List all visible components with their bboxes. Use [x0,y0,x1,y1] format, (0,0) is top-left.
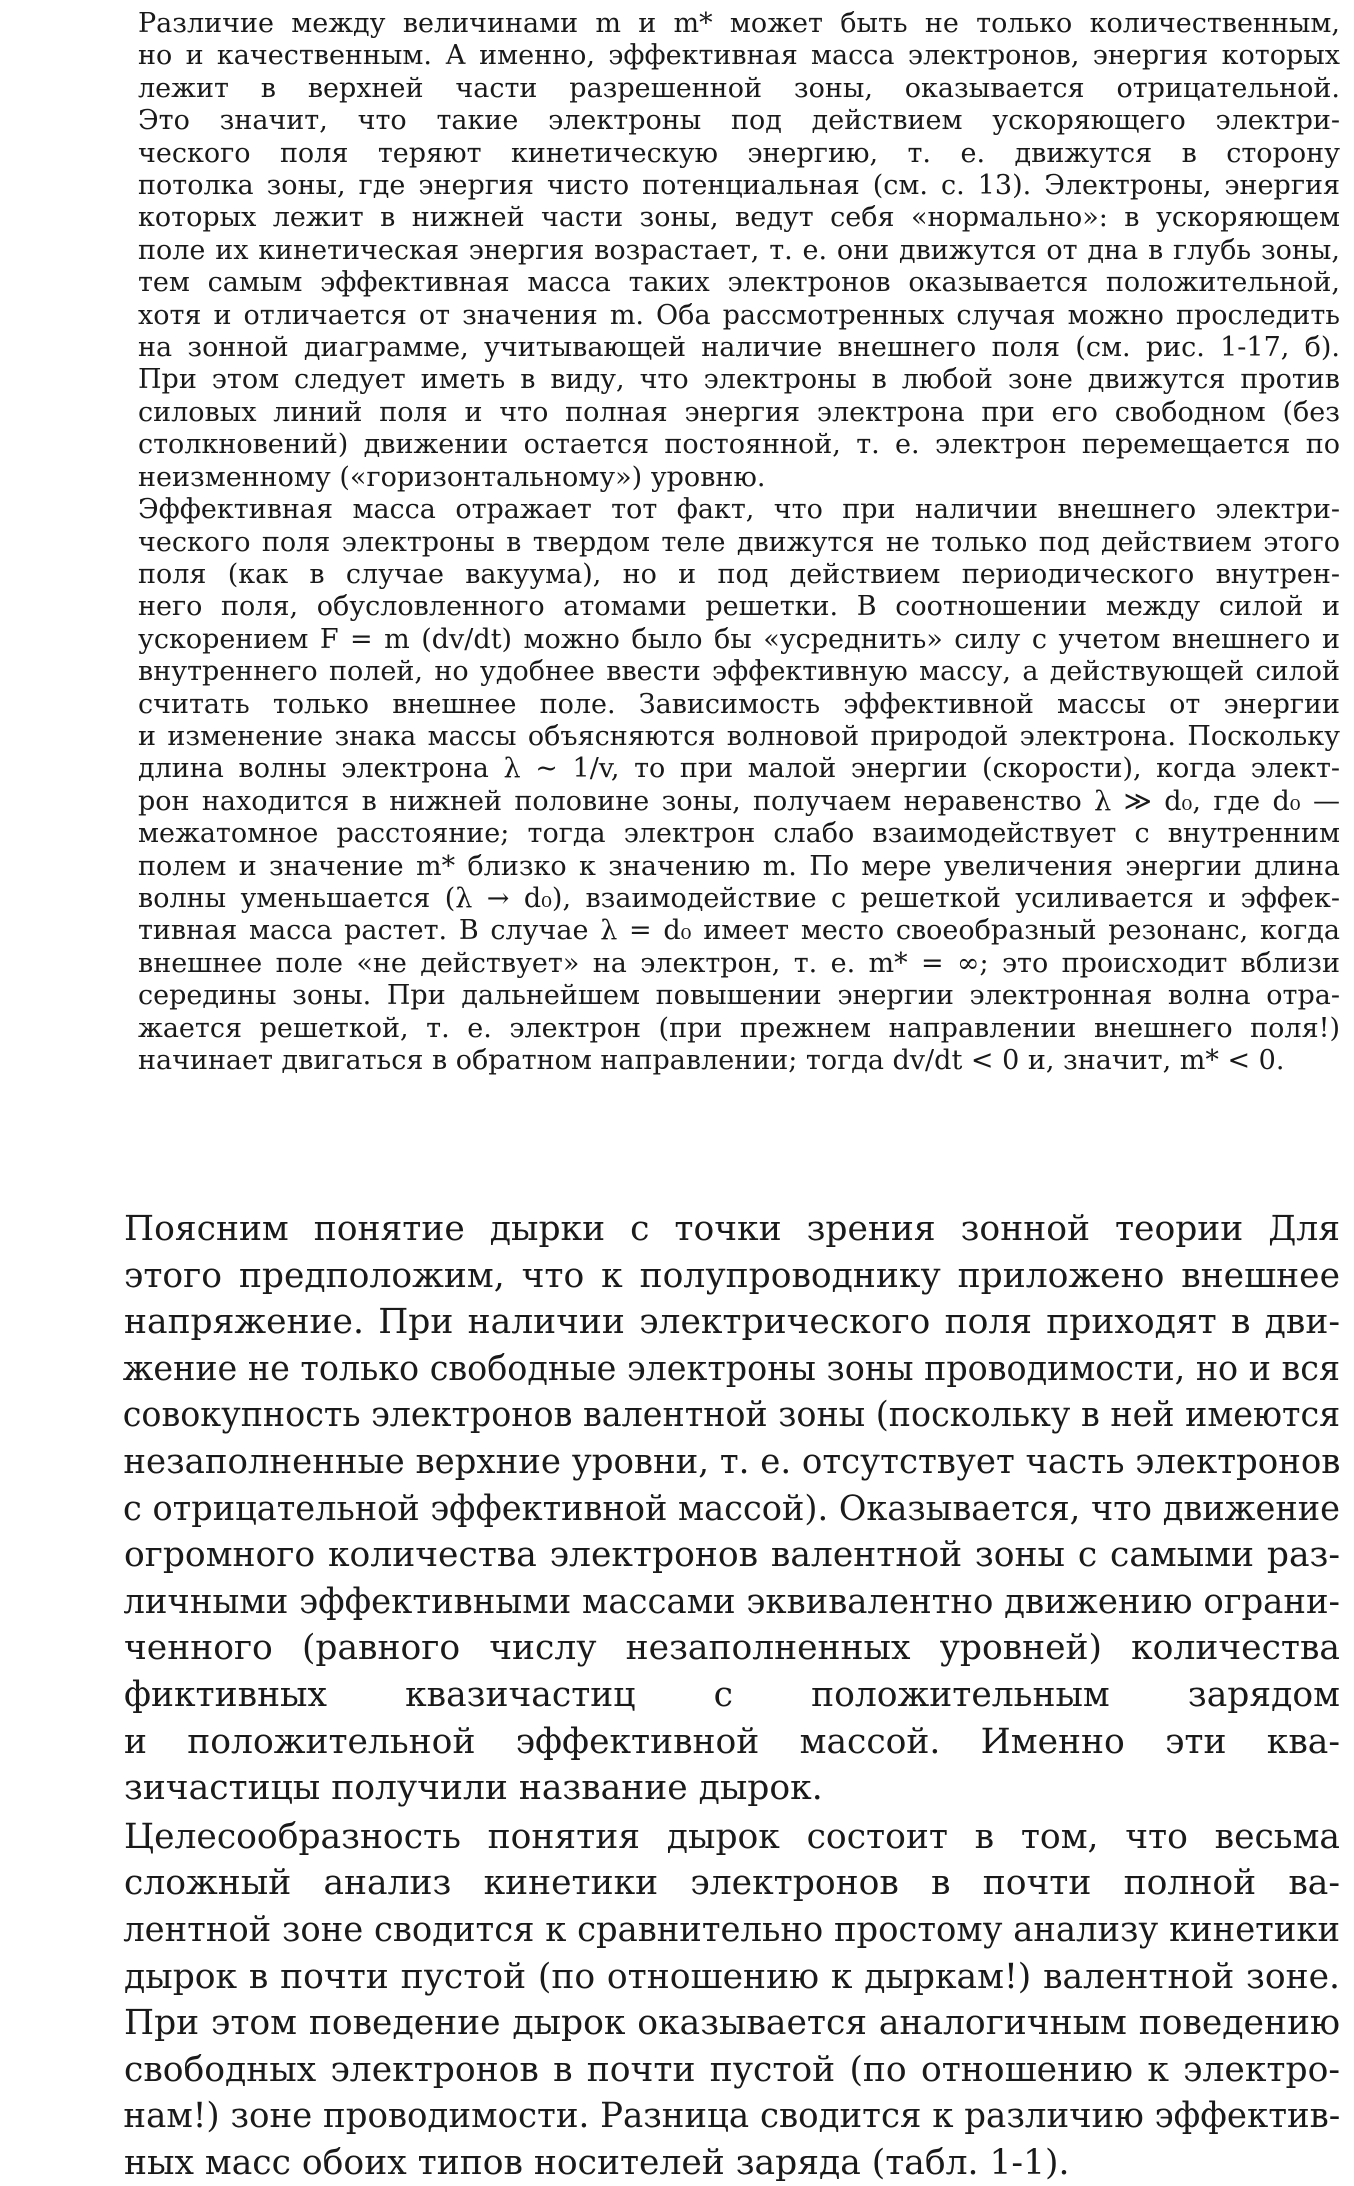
text-line: тивная масса растет. В случае λ = d₀ имеет место своеобразный резонанс, когда [138,915,1340,947]
text-line: При этом следует иметь в виду, что электроны в любой зоне движутся против [138,364,1340,396]
paragraph-effective-mass-meaning [110,494,1340,1077]
text-line: середины зоны. При дальнейшем повышении энергии электронная волна отра- [138,980,1340,1012]
text-line: При этом поведение дырок оказывается аналогичным поведению [124,2003,1340,2044]
text-line: длина волны электрона λ ~ 1/v, то при малой энергии (скорости), когда элект- [138,753,1340,785]
text-line: с отрицательной эффективной массой). Оказывается, что движение [122,1488,1341,1529]
text-line: ных масс обоих типов носителей заряда (табл. 1-1). [124,2142,1070,2183]
fine-print-block [110,8,1340,1077]
text-line: внутреннего полей, но удобнее ввести эффективную массу, а действующей силой [138,656,1340,688]
text-line: и изменение знака массы объясняются волновой природой электрона. Поскольку [138,720,1340,752]
text-line: него поля, обусловленного атомами решетки. В соотношении между силой и [138,591,1340,623]
text-line: потолка зоны, где энергия чисто потенциальная (см. с. 13). Электроны, энергия [138,170,1340,202]
text-line: ческого поля теряют кинетическую энергию, т. е. движутся в сторону [138,137,1340,169]
text-line: напряжение. При наличии электрического поля приходят в дви- [124,1302,1340,1343]
text-line: огромного количества электронов валентной зоны с самыми раз- [124,1535,1340,1576]
text-line: внешнее поле «не действует» на электрон, т. е. m* = ∞; это происходит вблизи [138,947,1340,979]
text-line: на зонной диаграмме, учитывающей наличие внешнего поля (см. рис. 1-17, б). [138,332,1340,364]
text-line: фиктивных квазичастиц с положительным зарядом [124,1674,1340,1715]
paragraph-effective-mass-sign [110,8,1340,494]
text-line: рон находится в нижней половине зоны, получаем неравенство λ ≫ d₀, где d₀ — [138,785,1340,817]
text-line: лежит в верхней части разрешенной зоны, оказывается отрицательной. [138,72,1340,104]
text-line: зичастицы получили название дырок. [124,1768,823,1809]
text-line: но и качественным. А именно, эффективная масса электронов, энергия которых [138,40,1340,72]
main-text-block [86,1206,1340,2186]
text-line: хотя и отличается от значения m. Оба рассмотренных случая можно проследить [138,299,1340,331]
text-line: жение не только свободные электроны зоны проводимости, но и вся [122,1348,1340,1389]
text-line: силовых линий поля и что полная энергия электрона при его свободном (без [138,396,1340,428]
text-line: дырок в почти пустой (по отношению к дыркам!) валентной зоне. [124,1956,1340,1997]
paragraph-hole-concept [86,1206,1340,1812]
paragraph-hole-usefulness [86,1814,1340,2186]
text-line: личными эффективными массами эквивалентно движению ограни- [123,1581,1341,1622]
text-line: Это значит, что такие электроны под действием ускоряющего электри- [138,105,1340,137]
text-line: свободных электронов в почти пустой (по отношению к электро- [124,2049,1340,2090]
text-line: сложный анализ кинетики электронов в почти полной ва- [124,1863,1340,1904]
text-line: которых лежит в нижней части зоны, ведут себя «нормально»: в ускоряющем [138,202,1340,234]
text-line: ческого поля электроны в твердом теле движутся не только под действием этого [138,526,1340,558]
text-line: нам!) зоне проводимости. Разница сводится к различию эффектив- [123,2096,1341,2137]
text-line: Целесообразность понятия дырок состоит в том, что весьма [124,1816,1340,1857]
text-line: поле их кинетическая энергия возрастает, т. е. они движутся от дна в глубь зоны, [138,234,1340,266]
text-line: межатомное расстояние; тогда электрон слабо взаимодействует с внутренним [138,818,1340,850]
text-line: и положительной эффективной массой. Именно эти ква- [124,1721,1340,1762]
text-line: столкновений) движении остается постоянной, т. е. электрон перемещается по [138,429,1340,461]
text-line: жается решеткой, т. е. электрон (при прежнем направлении внешнего поля!) [138,1012,1340,1044]
text-line: считать только внешнее поле. Зависимость эффективной массы от энергии [138,688,1340,720]
text-line: полем и значение m* близко к значению m. По мере увеличения энергии длина [138,850,1340,882]
text-line: неизменному («горизонтальному») уровню. [138,461,766,493]
text-line: тем самым эффективная масса таких электронов оказывается положительной, [138,267,1340,299]
text-line: ускорением F = m (dv/dt) можно было бы «усреднить» силу с учетом внешнего и [138,623,1340,655]
text-line: Эффективная масса отражает тот факт, что при наличии внешнего электри- [138,494,1340,526]
text-line: совокупность электронов валентной зоны (поскольку в ней имеются [122,1395,1341,1436]
text-line: незаполненные верхние уровни, т. е. отсутствует часть электронов [123,1441,1341,1482]
text-line: ченного (равного числу незаполненных уровней) количества [124,1628,1340,1669]
text-line: поля (как в случае вакуума), но и под действием периодического внутрен- [138,558,1340,590]
text-line: Различие между величинами m и m* может быть не только количественным, [138,8,1340,39]
text-line: начинает двигаться в обратном направлении; тогда dv/dt < 0 и, значит, m* < 0. [138,1045,1285,1076]
text-line: Поясним понятие дырки с точки зрения зонной теории Для [124,1209,1340,1249]
text-line: лентной зоне сводится к сравнительно простому анализу кинетики [123,1909,1340,1950]
text-line: этого предположим, что к полупроводнику приложено внешнее [124,1255,1340,1296]
text-line: волны уменьшается (λ → d₀), взаимодействие с решеткой усиливается и эффек- [138,882,1340,914]
